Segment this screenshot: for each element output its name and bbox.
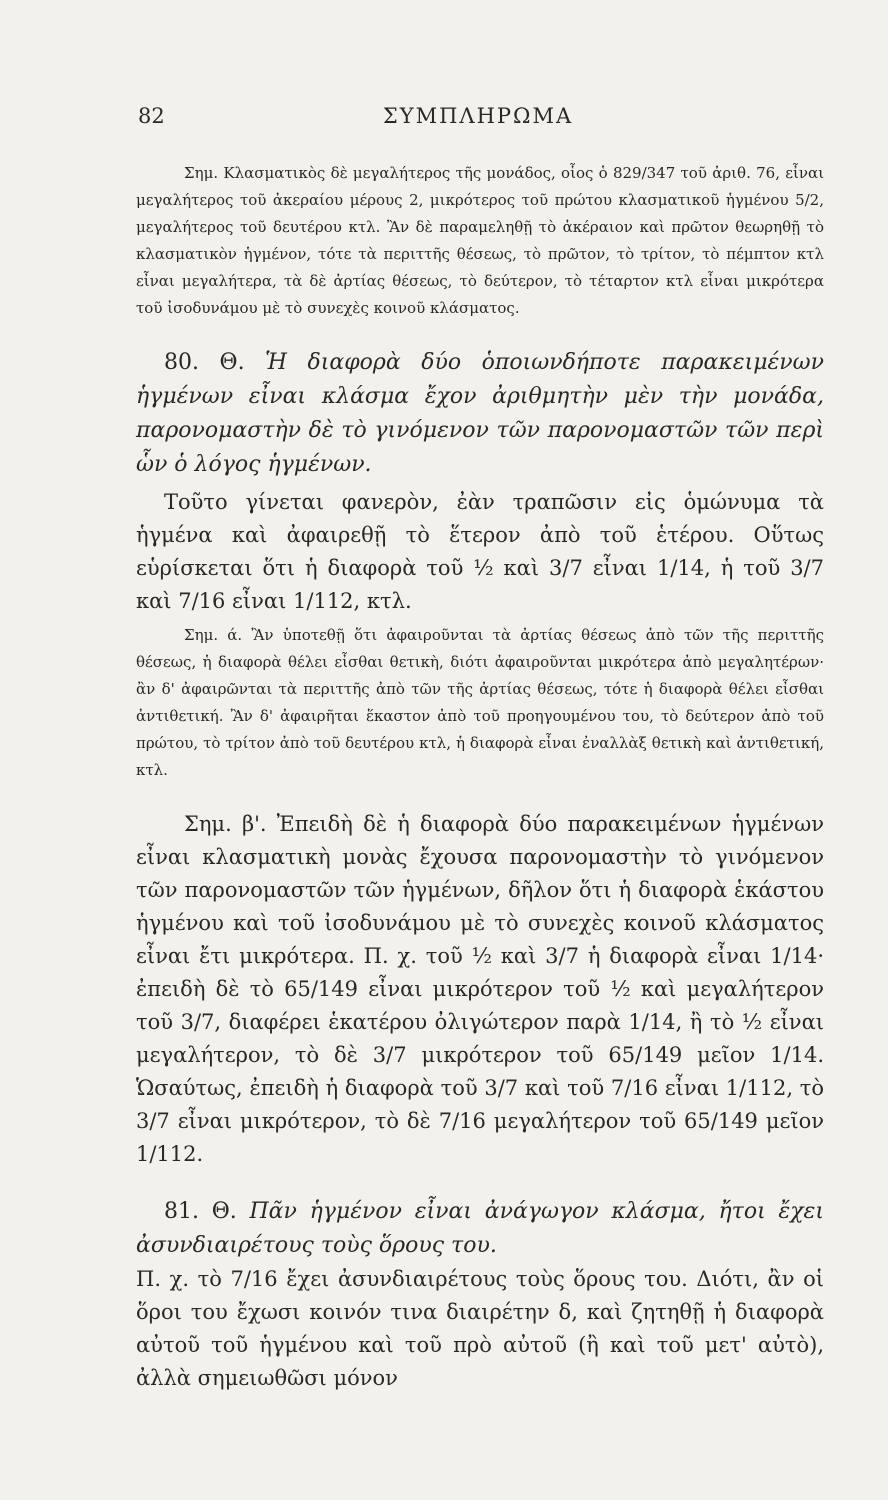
theorem-81 — [136, 1195, 824, 1263]
body-paragraph: Τοῦτο γίνεται φανερὸν, ἐὰν τραπῶσιν εἰς ὁμώνυμα τὰ ἡγμένα καὶ ἀφαιρεθῇ τὸ ἕτερον ἀπὸ τοῦ ἑτέρου. Οὕτως εὑρίσκεται ὅτι ἡ διαφορὰ τοῦ ½ καὶ 3/7 εἶναι 1/14, ἡ τοῦ 3/7 καὶ 7/16 εἶναι 1/112, κτλ. — [136, 490, 824, 613]
page-number: 82 — [138, 104, 165, 128]
theorem-number: 80. Θ. — [164, 350, 245, 375]
page-header — [138, 104, 818, 140]
note-paragraph: Σημ. Κλασματικὸς δὲ μεγαλήτερος τῆς μονάδος, οἷος ὁ 829/347 τοῦ ἀριθ. 76, εἶναι μεγαλήτερος τοῦ ἀκεραίου μέρους 2, μικρότερος τοῦ πρώτου κλασματικοῦ ἡγμένου 5/2, μεγαλήτερος τοῦ δευτέρου κτλ. Ἂν δὲ παραμεληθῇ τὸ ἀκέραιον καὶ πρῶτον θεωρηθῇ τὸ κλασματικὸν ἡγμένον, τότε τὰ περιττῆς θέσεως, τὸ πρῶτον, τὸ τρίτον, τὸ πέμπτον κτλ εἶναι μεγαλήτερα, τὰ δὲ ἀρτίας θέσεως, τὸ δεύτερον, τὸ τέταρτον κτλ εἶναι μικρότερα τοῦ ἰσοδυνάμου μὲ τὸ συνεχὲς κοινοῦ κλάσματος. — [136, 164, 824, 317]
page-body — [136, 160, 824, 1395]
theorem-80 — [136, 346, 824, 482]
running-title: ΣΥΜΠΛΗΡΩΜΑ — [382, 104, 574, 128]
body-paragraph: Π. χ. τὸ 7/16 ἔχει ἀσυνδιαιρέτους τοὺς ὅρους του. Διότι, ἂν οἱ ὅροι του ἔχωσι κοινόν τινα διαιρέτην δ, καὶ ζητηθῇ ἡ διαφορὰ αὐτοῦ τοῦ ἡγμένου καὶ τοῦ πρὸ αὐτοῦ (ἢ καὶ τοῦ μετ' αὐτὸ), ἀλλὰ σημειωθῶσι μόνον — [136, 1267, 824, 1390]
theorem-statement: Ἡ διαφορὰ δύο ὁποιωνδήποτε παρακειμένων ἡγμένων εἶναι κλάσμα ἔχον ἀριθμητὴν μὲν τὴν μονάδα, παρονομαστὴν δὲ τὸ γινόμενον τῶν παρονομαστῶν τῶν περὶ ὧν ὁ λόγος ἡγμένων. — [136, 350, 824, 477]
theorem-number: 81. Θ. — [164, 1199, 237, 1224]
note-a-paragraph: Σημ. ά. Ἂν ὑποτεθῇ ὅτι ἀφαιροῦνται τὰ ἀρτίας θέσεως ἀπὸ τῶν τῆς περιττῆς θέσεως, ἡ διαφορὰ θέλει εἶσθαι θετικὴ, διότι ἀφαιροῦνται μικρότερα ἀπὸ μεγαλητέρων· ἂν δ' ἀφαιρῶνται τὰ περιττῆς ἀπὸ τῶν τῆς ἀρτίας θέσεως, τότε ἡ διαφορὰ θέλει εἶσθαι ἀντιθετική. Ἂν δ' ἀφαιρῆται ἕκαστον ἀπὸ τοῦ προηγουμένου του, τὸ δεύτερον ἀπὸ τοῦ πρώτου, τὸ τρίτον ἀπὸ τοῦ δευτέρου κτλ, ἡ διαφορὰ εἶναι ἐναλλὰξ θετικὴ καὶ ἀντιθετική, κτλ. — [136, 626, 824, 779]
theorem-statement: Πᾶν ἡγμένον εἶναι ἀνάγωγον κλάσμα, ἤτοι ἔχει ἀσυνδιαιρέτους τοὺς ὅρους του. — [136, 1199, 824, 1258]
note-b-paragraph: Σημ. β'. Ἐπειδὴ δὲ ἡ διαφορὰ δύο παρακειμένων ἡγμένων εἶναι κλασματικὴ μονὰς ἔχουσα παρονομαστὴν τὸ γινόμενον τῶν παρονομαστῶν τῶν ἡγμένων, δῆλον ὅτι ἡ διαφορὰ ἑκάστου ἡγμένου καὶ τοῦ ἰσοδυνάμου μὲ τὸ συνεχὲς κοινοῦ κλάσματος εἶναι ἔτι μικρότερα. Π. χ. τοῦ ½ καὶ 3/7 ἡ διαφορὰ εἶναι 1/14· ἐπειδὴ δὲ τὸ 65/149 εἶναι μικρότερον τοῦ ½ καὶ μεγαλήτερον τοῦ 3/7, διαφέρει ἑκατέρου ὀλιγώτερον παρὰ 1/14, ἢ τὸ ½ εἶναι μεγαλήτερον, τὸ δὲ 3/7 μικρότερον τοῦ 65/149 μεῖον 1/14. Ὡσαύτως, ἐπειδὴ ἡ διαφορὰ τοῦ 3/7 καὶ τοῦ 7/16 εἶναι 1/112, τὸ 3/7 εἶναι μικρότερον, τὸ δὲ 7/16 μεγαλήτερον τοῦ 65/149 μεῖον 1/112. — [136, 812, 824, 1166]
